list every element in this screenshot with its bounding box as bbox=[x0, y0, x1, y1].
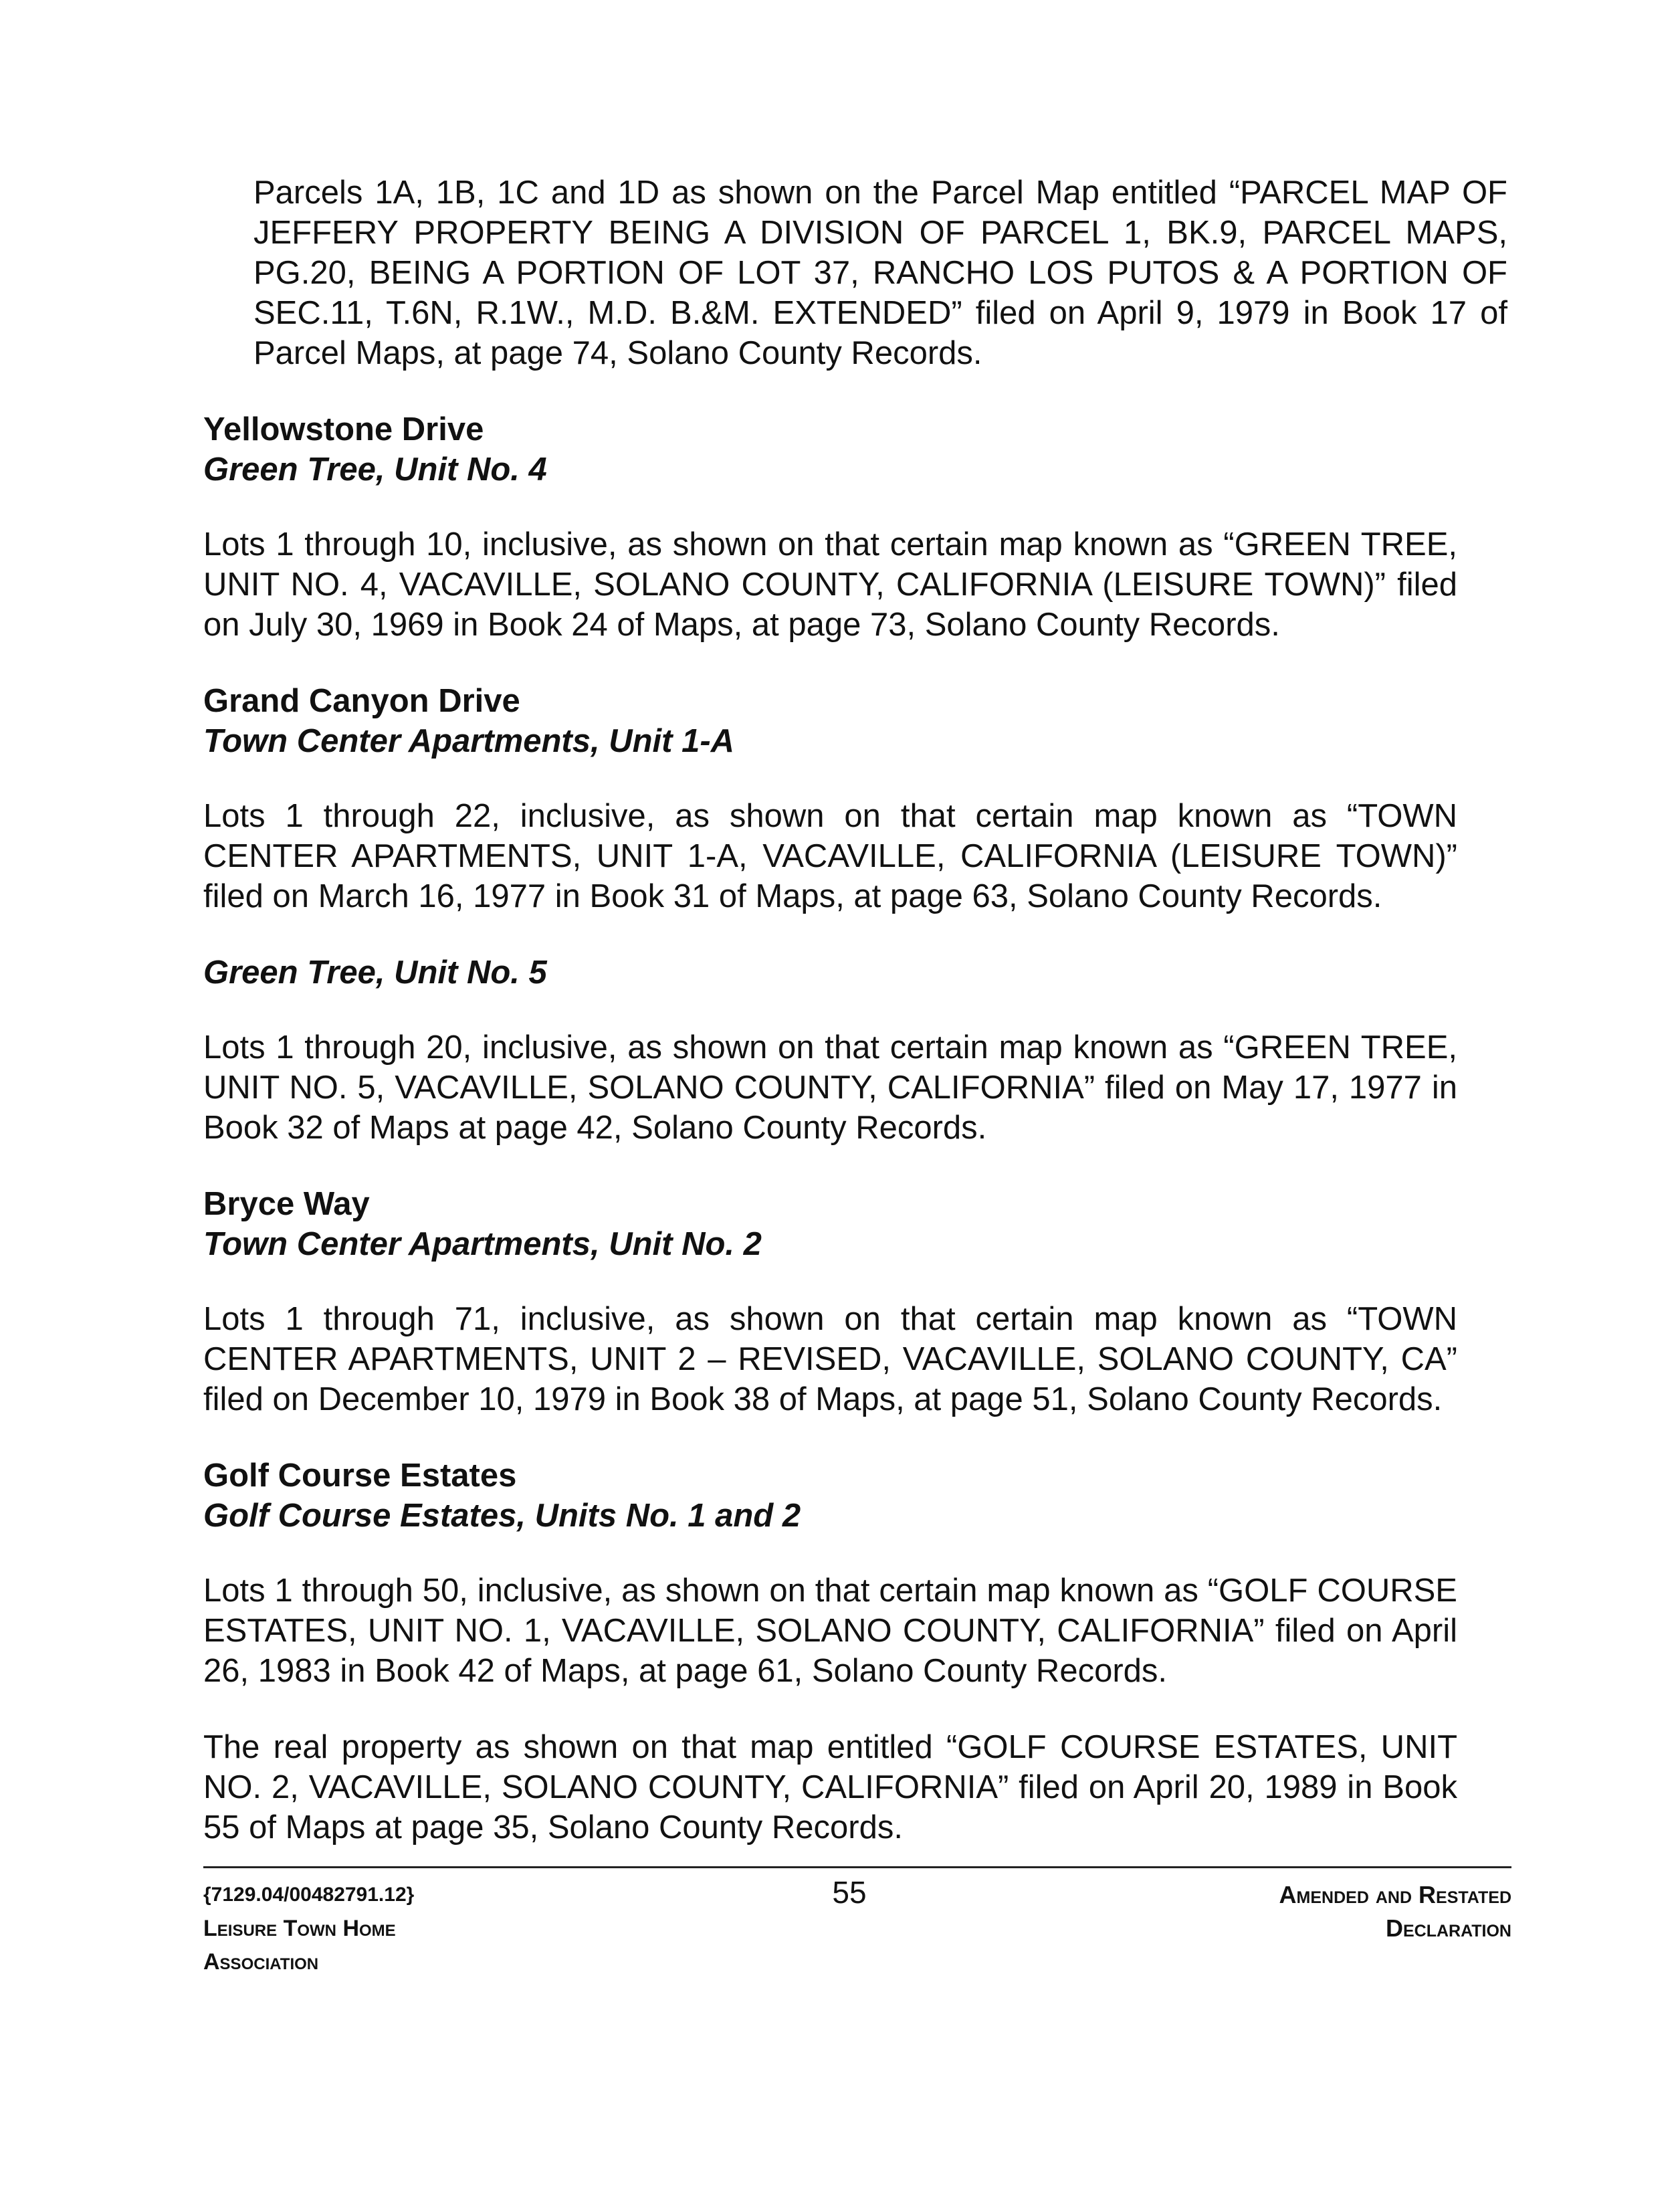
paragraph-town-center-1a: Lots 1 through 22, inclusive, as shown on that certain map known as “TOWN CENTER APARTMENTS, UNIT 1-A, VACAVILLE, CALIFORNIA (LEISURE TOWN)” filed on March 16, 1977 in Book 31 of Maps, at page 63, Solano County Records. bbox=[203, 798, 1457, 914]
section-heading-golf-course-estates: Golf Course Estates bbox=[203, 1458, 517, 1494]
section-subheading-green-tree-4: Green Tree, Unit No. 4 bbox=[203, 452, 547, 488]
section-subheading-golf-course-units: Golf Course Estates, Units No. 1 and 2 bbox=[203, 1498, 801, 1534]
footer-doc-code: {7129.04/00482791.12} bbox=[203, 1884, 415, 1906]
footer-left-line1: Leisure Town Home bbox=[203, 1916, 396, 1941]
section-subheading-green-tree-5: Green Tree, Unit No. 5 bbox=[203, 955, 547, 991]
section-subheading-town-center-1a: Town Center Apartments, Unit 1-A bbox=[203, 723, 735, 759]
paragraph-golf-course-unit-1: Lots 1 through 50, inclusive, as shown on that certain map known as “GOLF COURSE ESTATES, UNIT NO. 1, VACAVILLE, SOLANO COUNTY, CALIFORNIA” filed on April 26, 1983 in Book 42 of Maps, at page 61, Solano County Records. bbox=[203, 1573, 1457, 1689]
footer-right-block bbox=[1279, 1878, 1511, 1945]
paragraph-green-tree-5: Lots 1 through 20, inclusive, as shown on that certain map known as “GREEN TREE, UNIT NO. 5, VACAVILLE, SOLANO COUNTY, CALIFORNIA” filed on May 17, 1977 in Book 32 of Maps at page 42, Solano County Records. bbox=[203, 1029, 1457, 1146]
footer-right-line1: Amended and Restated bbox=[1279, 1881, 1511, 1908]
paragraph-parcels: Parcels 1A, 1B, 1C and 1D as shown on the Parcel Map entitled “PARCEL MAP OF JEFFERY PROPERTY BEING A DIVISION OF PARCEL 1, BK.9, PARCEL MAPS, PG.20, BEING A PORTION OF LOT 37, RANCHO LOS PUTOS & A PORTION OF SEC.11, T.6N, R.1W., M.D. B.&M. EXTENDED” filed on April 9, 1979 in Book 17 of Parcel Maps, at page 74, Solano County Records. bbox=[253, 175, 1507, 371]
document-body bbox=[203, 173, 1507, 1848]
footer-left-line2: Association bbox=[203, 1949, 319, 1975]
page-number: 55 bbox=[832, 1875, 867, 1910]
footer-right-line2: Declaration bbox=[1385, 1914, 1511, 1942]
paragraph-green-tree-4: Lots 1 through 10, inclusive, as shown on that certain map known as “GREEN TREE, UNIT NO. 4, VACAVILLE, SOLANO COUNTY, CALIFORNIA (LEISURE TOWN)” filed on July 30, 1969 in Book 24 of Maps, at page 73, Solano County Records. bbox=[203, 526, 1457, 643]
paragraph-golf-course-unit-2: The real property as shown on that map entitled “GOLF COURSE ESTATES, UNIT NO. 2, VACAVILLE, SOLANO COUNTY, CALIFORNIA” filed on April 20, 1989 in Book 55 of Maps at page 35, Solano County Records. bbox=[203, 1729, 1457, 1845]
section-heading-yellowstone-drive: Yellowstone Drive bbox=[203, 411, 484, 447]
section-heading-grand-canyon-drive: Grand Canyon Drive bbox=[203, 683, 520, 719]
footer-left-block bbox=[203, 1878, 414, 1979]
paragraph-town-center-2: Lots 1 through 71, inclusive, as shown on that certain map known as “TOWN CENTER APARTMENTS, UNIT 2 – REVISED, VACAVILLE, SOLANO COUNTY, CA” filed on December 10, 1979 in Book 38 of Maps, at page 51, Solano County Records. bbox=[203, 1301, 1457, 1417]
section-subheading-town-center-2: Town Center Apartments, Unit No. 2 bbox=[203, 1226, 762, 1262]
section-heading-bryce-way: Bryce Way bbox=[203, 1186, 370, 1222]
footer-divider bbox=[203, 1866, 1511, 1868]
